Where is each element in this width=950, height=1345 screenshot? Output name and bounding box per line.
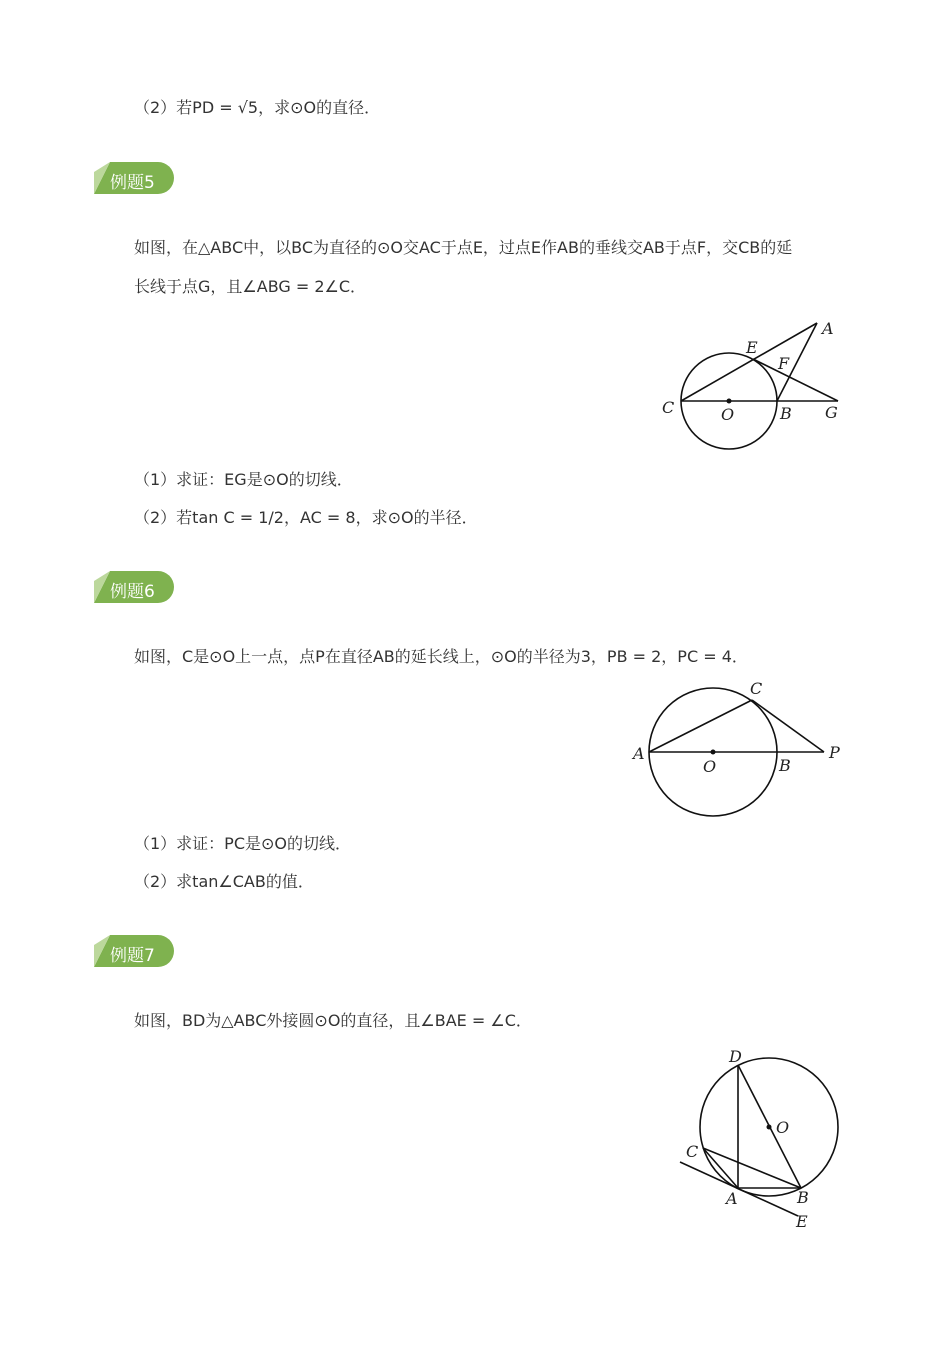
center-dot <box>727 399 732 404</box>
example7-figure <box>670 1042 860 1237</box>
label-g: G <box>825 403 838 422</box>
label-c: C <box>686 1142 699 1161</box>
label-d: D <box>729 1047 742 1066</box>
q4-part2: （2）若PD = √5，求⊙O的直径． <box>134 98 381 117</box>
label-o: O <box>703 757 717 776</box>
label-p: P <box>829 743 840 762</box>
example5-figure <box>650 315 850 460</box>
line-tangent-ae <box>680 1162 798 1216</box>
example7-badge <box>94 935 174 967</box>
example6-title: 例题6 <box>110 582 155 602</box>
example5-badge <box>94 162 174 194</box>
example5-stem-line1: 如图，在△ABC中，以BC为直径的⊙O交AC于点E，过点E作AB的垂线交AB于点F，交CB的延 <box>134 238 793 257</box>
label-a: A <box>726 1189 738 1208</box>
label-f: F <box>778 354 790 373</box>
label-a: A <box>633 744 645 763</box>
line-ca <box>703 1148 738 1188</box>
example6-part1: （1）求证：PC是⊙O的切线． <box>134 834 352 853</box>
label-b: B <box>797 1188 809 1207</box>
label-c: C <box>750 679 763 698</box>
example5-part1: （1）求证：EG是⊙O的切线． <box>134 470 353 489</box>
example7-title: 例题7 <box>110 946 155 966</box>
example6-part2: （2）求tan∠CAB的值． <box>134 872 314 891</box>
label-e: E <box>746 338 758 357</box>
line-cb <box>703 1148 801 1188</box>
example5-part2: （2）若tan C = 1/2，AC = 8，求⊙O的半径． <box>134 508 478 527</box>
center-dot <box>711 750 716 755</box>
line-cp <box>752 700 824 752</box>
center-dot <box>767 1125 772 1130</box>
example5-stem-line2: 长线于点G，且∠ABG = 2∠C． <box>134 277 367 296</box>
example6-stem-line1: 如图，C是⊙O上一点，点P在直径AB的延长线上，⊙O的半径为3，PB = 2，PC = 4． <box>134 647 748 666</box>
example5-title: 例题5 <box>110 173 155 193</box>
label-o: O <box>776 1118 790 1137</box>
label-b: B <box>779 756 791 775</box>
label-b: B <box>780 404 792 423</box>
label-c: C <box>662 398 675 417</box>
example7-stem-line1: 如图，BD为△ABC外接圆⊙O的直径，且∠BAE = ∠C． <box>134 1011 532 1030</box>
label-e: E <box>796 1212 808 1231</box>
label-o: O <box>721 405 735 424</box>
example6-figure <box>628 676 848 826</box>
line-ac <box>649 700 752 752</box>
label-a: A <box>822 319 834 338</box>
example6-badge <box>94 571 174 603</box>
